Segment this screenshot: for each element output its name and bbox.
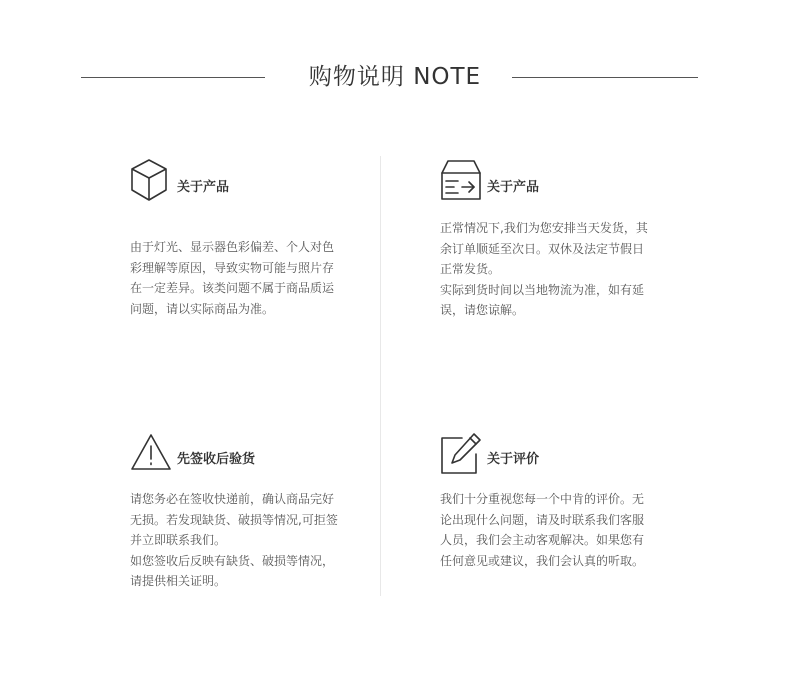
section-paragraph: 如您签收后反映有缺货、破损等情况，请提供相关证明。: [130, 553, 335, 588]
section-paragraph: 由于灯光、显示器色彩偏差、个人对色彩理解等原因，导致实物可能与照片存在一定差异。该类问题不属于商品质运问题，请以实际商品为准。: [130, 240, 335, 316]
section-body: [440, 489, 655, 571]
box-icon: [130, 158, 168, 206]
section-review: [440, 432, 655, 632]
section-shipping: [440, 158, 655, 358]
section-body: [130, 237, 345, 319]
section-product-color: [130, 158, 345, 358]
section-paragraph: 实际到货时间以当地物流为准，如有延误，请您谅解。: [440, 282, 645, 317]
page-title: 购物说明 NOTE: [308, 64, 482, 90]
section-paragraph: 请您务必在签收快递前，确认商品完好无损。若发现缺货、破损等情况,可拒签并立即联系我们。: [130, 492, 338, 547]
section-title: 关于产品: [487, 180, 540, 195]
header-line-right: [512, 77, 698, 78]
warning-icon: [130, 432, 172, 476]
section-title: 关于产品: [177, 180, 230, 195]
delivery-box-icon: [440, 158, 482, 206]
edit-icon: [440, 432, 482, 480]
section-paragraph: 正常情况下,我们为您安排当天发货，其余订单顺延至次日。双休及法定节假日正常发货。: [440, 221, 648, 276]
section-body: [440, 218, 655, 321]
section-title: 先签收后验货: [177, 452, 256, 467]
section-inspection: [130, 432, 345, 632]
section-title: 关于评价: [487, 452, 540, 467]
section-paragraph: 我们十分重视您每一个中肯的评价。无论出现什么问题，请及时联系我们客服人员，我们会主动客观解决。如果您有任何意见或建议，我们会认真的听取。: [440, 492, 645, 568]
center-divider: [380, 156, 381, 596]
section-body: [130, 489, 345, 592]
